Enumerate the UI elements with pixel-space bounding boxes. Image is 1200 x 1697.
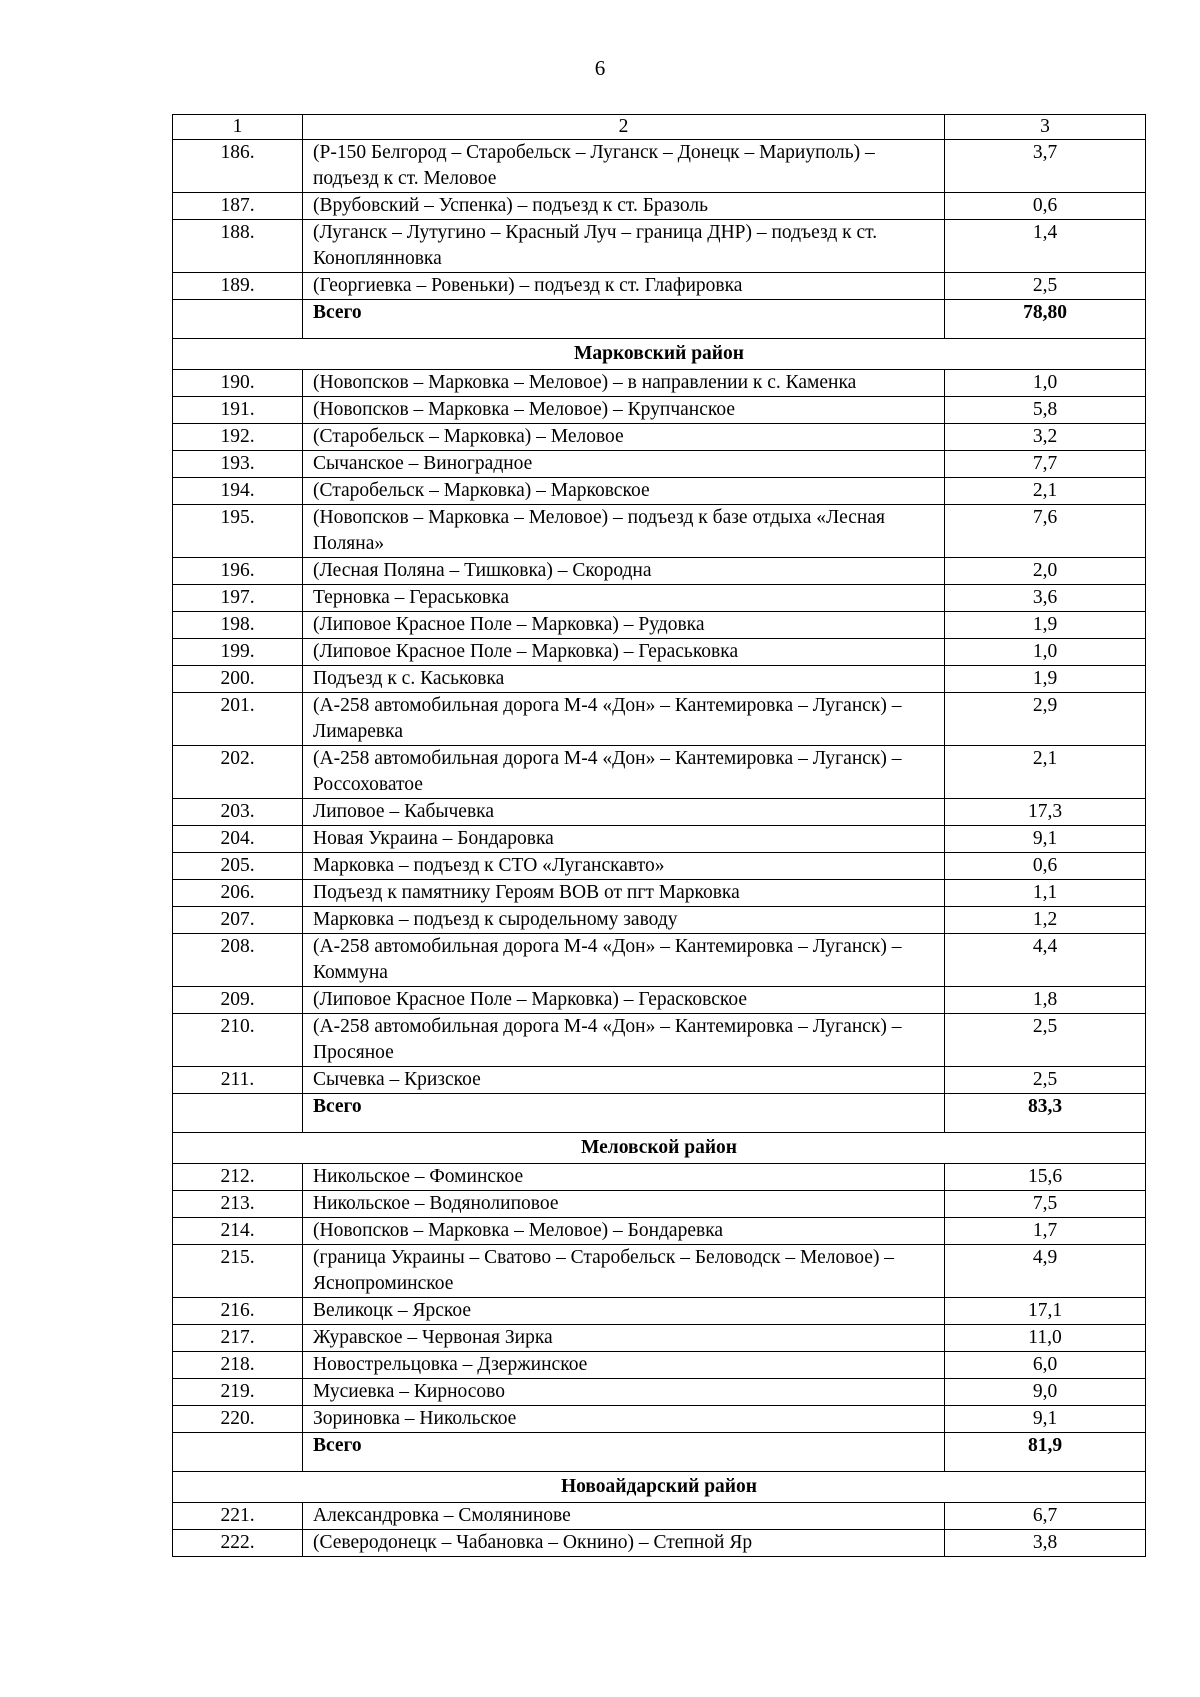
table-row — [173, 1245, 1146, 1298]
row-number: 216. — [173, 1298, 303, 1325]
road-name: Мусиевка – Кирносово — [303, 1379, 945, 1406]
road-name: Терновка – Гераськовка — [303, 585, 945, 612]
road-name: (Врубовский – Успенка) – подъезд к ст. Бразоль — [303, 193, 945, 220]
road-name: (Липовое Красное Поле – Марковка) – Рудовка — [303, 612, 945, 639]
road-length: 4,9 — [945, 1245, 1146, 1298]
road-name: Журавское – Червоная Зирка — [303, 1325, 945, 1352]
row-number: 204. — [173, 826, 303, 853]
row-number: 192. — [173, 424, 303, 451]
road-length: 5,8 — [945, 397, 1146, 424]
road-length: 7,5 — [945, 1191, 1146, 1218]
road-length: 2,5 — [945, 273, 1146, 300]
road-length: 17,3 — [945, 799, 1146, 826]
road-length: 4,4 — [945, 934, 1146, 987]
table-row — [173, 1325, 1146, 1352]
row-number: 211. — [173, 1067, 303, 1094]
row-number: 209. — [173, 987, 303, 1014]
row-number: 188. — [173, 220, 303, 273]
table-row — [173, 478, 1146, 505]
road-length: 2,9 — [945, 693, 1146, 746]
road-length: 3,6 — [945, 585, 1146, 612]
row-number: 214. — [173, 1218, 303, 1245]
row-number: 191. — [173, 397, 303, 424]
row-number: 213. — [173, 1191, 303, 1218]
road-length: 2,0 — [945, 558, 1146, 585]
row-number: 197. — [173, 585, 303, 612]
row-number: 200. — [173, 666, 303, 693]
row-number: 210. — [173, 1014, 303, 1067]
road-name: Новострельцовка – Дзержинское — [303, 1352, 945, 1379]
column-header-1: 1 — [173, 115, 303, 140]
road-name: (А-258 автомобильная дорога М-4 «Дон» – Кантемировка – Луганск) – Лимаревка — [303, 693, 945, 746]
road-name: (Новопсков – Марковка – Меловое) – в направлении к с. Каменка — [303, 370, 945, 397]
road-name: Подъезд к с. Каськовка — [303, 666, 945, 693]
road-length: 1,4 — [945, 220, 1146, 273]
table-row — [173, 1191, 1146, 1218]
table-row — [173, 1503, 1146, 1530]
table-row — [173, 987, 1146, 1014]
road-name: Подъезд к памятнику Героям ВОВ от пгт Марковка — [303, 880, 945, 907]
table-row — [173, 1530, 1146, 1557]
total-row — [173, 1094, 1146, 1133]
road-name: (Новопсков – Марковка – Меловое) – подъезд к базе отдыха «Лесная Поляна» — [303, 505, 945, 558]
road-name: Сычевка – Кризское — [303, 1067, 945, 1094]
page-number: 6 — [594, 56, 606, 80]
row-number: 218. — [173, 1352, 303, 1379]
road-length: 9,1 — [945, 1406, 1146, 1433]
road-length: 1,2 — [945, 907, 1146, 934]
road-length: 7,7 — [945, 451, 1146, 478]
road-name: (Старобельск – Марковка) – Марковское — [303, 478, 945, 505]
total-value: 78,80 — [945, 300, 1146, 339]
total-value: 83,3 — [945, 1094, 1146, 1133]
total-empty-cell — [173, 1094, 303, 1133]
road-name: Никольское – Водянолиповое — [303, 1191, 945, 1218]
row-number: 187. — [173, 193, 303, 220]
table-row — [173, 451, 1146, 478]
table-row — [173, 853, 1146, 880]
table-row — [173, 193, 1146, 220]
table-row — [173, 397, 1146, 424]
row-number: 193. — [173, 451, 303, 478]
road-length: 3,7 — [945, 140, 1146, 193]
table-row — [173, 1014, 1146, 1067]
road-name: (Северодонецк – Чабановка – Окнино) – Степной Яр — [303, 1530, 945, 1557]
district-name: Новоайдарский район — [173, 1472, 1146, 1503]
road-length: 11,0 — [945, 1325, 1146, 1352]
district-name: Меловской район — [173, 1133, 1146, 1164]
row-number: 201. — [173, 693, 303, 746]
road-name: (Лесная Поляна – Тишковка) – Скородна — [303, 558, 945, 585]
table-row — [173, 1352, 1146, 1379]
roads-table-body — [173, 115, 1146, 1557]
table-row — [173, 666, 1146, 693]
row-number: 196. — [173, 558, 303, 585]
road-name: (А-258 автомобильная дорога М-4 «Дон» – Кантемировка – Луганск) – Россоховатое — [303, 746, 945, 799]
row-number: 198. — [173, 612, 303, 639]
road-name: Никольское – Фоминское — [303, 1164, 945, 1191]
table-row — [173, 140, 1146, 193]
total-label: Всего — [303, 1433, 945, 1472]
table-row — [173, 934, 1146, 987]
road-length: 1,8 — [945, 987, 1146, 1014]
row-number: 203. — [173, 799, 303, 826]
table-row — [173, 693, 1146, 746]
road-name: (Р-150 Белгород – Старобельск – Луганск – Донецк – Мариуполь) – подъезд к ст. Меловое — [303, 140, 945, 193]
column-header-3: 3 — [945, 115, 1146, 140]
row-number: 212. — [173, 1164, 303, 1191]
road-length: 6,0 — [945, 1352, 1146, 1379]
row-number: 199. — [173, 639, 303, 666]
total-empty-cell — [173, 1433, 303, 1472]
road-name: (Луганск – Лутугино – Красный Луч – граница ДНР) – подъезд к ст. Коноплянновка — [303, 220, 945, 273]
table-row — [173, 558, 1146, 585]
row-number: 195. — [173, 505, 303, 558]
road-name: Александровка – Смолянинове — [303, 1503, 945, 1530]
district-header-row — [173, 339, 1146, 370]
row-number: 205. — [173, 853, 303, 880]
row-number: 194. — [173, 478, 303, 505]
road-length: 1,9 — [945, 612, 1146, 639]
road-length: 17,1 — [945, 1298, 1146, 1325]
road-length: 3,2 — [945, 424, 1146, 451]
row-number: 202. — [173, 746, 303, 799]
road-name: Марковка – подъезд к сыродельному заводу — [303, 907, 945, 934]
road-name: Зориновка – Никольское — [303, 1406, 945, 1433]
table-row — [173, 826, 1146, 853]
road-length: 3,8 — [945, 1530, 1146, 1557]
row-number: 221. — [173, 1503, 303, 1530]
road-name: Марковка – подъезд к СТО «Луганскавто» — [303, 853, 945, 880]
road-name: (Новопсков – Марковка – Меловое) – Бондаревка — [303, 1218, 945, 1245]
total-label: Всего — [303, 300, 945, 339]
road-name: (Липовое Красное Поле – Марковка) – Герасковское — [303, 987, 945, 1014]
table-row — [173, 1298, 1146, 1325]
road-length: 1,0 — [945, 370, 1146, 397]
road-name: (Липовое Красное Поле – Марковка) – Гераськовка — [303, 639, 945, 666]
total-label: Всего — [303, 1094, 945, 1133]
table-row — [173, 585, 1146, 612]
road-length: 2,1 — [945, 478, 1146, 505]
road-name: (А-258 автомобильная дорога М-4 «Дон» – Кантемировка – Луганск) – Просяное — [303, 1014, 945, 1067]
road-name: (Георгиевка – Ровеньки) – подъезд к ст. Глафировка — [303, 273, 945, 300]
table-row — [173, 1379, 1146, 1406]
road-length: 0,6 — [945, 193, 1146, 220]
road-name: Новая Украина – Бондаровка — [303, 826, 945, 853]
road-length: 7,6 — [945, 505, 1146, 558]
table-row — [173, 746, 1146, 799]
road-length: 1,1 — [945, 880, 1146, 907]
row-number: 189. — [173, 273, 303, 300]
table-row — [173, 1218, 1146, 1245]
total-value: 81,9 — [945, 1433, 1146, 1472]
table-row — [173, 273, 1146, 300]
road-length: 1,9 — [945, 666, 1146, 693]
road-name: Великоцк – Ярское — [303, 1298, 945, 1325]
road-name: (граница Украины – Сватово – Старобельск – Беловодск – Меловое) – Яснопроминское — [303, 1245, 945, 1298]
road-length: 0,6 — [945, 853, 1146, 880]
table-row — [173, 907, 1146, 934]
roads-table — [172, 114, 1146, 1557]
table-row — [173, 424, 1146, 451]
total-row — [173, 300, 1146, 339]
row-number: 206. — [173, 880, 303, 907]
table-row — [173, 799, 1146, 826]
column-header-row — [173, 115, 1146, 140]
table-row — [173, 1067, 1146, 1094]
road-name: Сычанское – Виноградное — [303, 451, 945, 478]
table-row — [173, 880, 1146, 907]
table-row — [173, 639, 1146, 666]
road-length: 2,5 — [945, 1014, 1146, 1067]
road-name: (А-258 автомобильная дорога М-4 «Дон» – Кантемировка – Луганск) – Коммуна — [303, 934, 945, 987]
total-empty-cell — [173, 300, 303, 339]
district-name: Марковский район — [173, 339, 1146, 370]
table-row — [173, 612, 1146, 639]
row-number: 207. — [173, 907, 303, 934]
road-name: (Новопсков – Марковка – Меловое) – Крупчанское — [303, 397, 945, 424]
row-number: 217. — [173, 1325, 303, 1352]
road-length: 6,7 — [945, 1503, 1146, 1530]
total-row — [173, 1433, 1146, 1472]
road-length: 1,7 — [945, 1218, 1146, 1245]
road-length: 9,1 — [945, 826, 1146, 853]
table-row — [173, 505, 1146, 558]
road-name: (Старобельск – Марковка) – Меловое — [303, 424, 945, 451]
row-number: 215. — [173, 1245, 303, 1298]
row-number: 222. — [173, 1530, 303, 1557]
district-header-row — [173, 1472, 1146, 1503]
table-row — [173, 220, 1146, 273]
row-number: 186. — [173, 140, 303, 193]
road-length: 2,5 — [945, 1067, 1146, 1094]
row-number: 208. — [173, 934, 303, 987]
table-row — [173, 1164, 1146, 1191]
road-length: 15,6 — [945, 1164, 1146, 1191]
table-row — [173, 370, 1146, 397]
road-length: 9,0 — [945, 1379, 1146, 1406]
column-header-2: 2 — [303, 115, 945, 140]
row-number: 220. — [173, 1406, 303, 1433]
row-number: 190. — [173, 370, 303, 397]
road-name: Липовое – Кабычевка — [303, 799, 945, 826]
road-length: 2,1 — [945, 746, 1146, 799]
row-number: 219. — [173, 1379, 303, 1406]
district-header-row — [173, 1133, 1146, 1164]
road-length: 1,0 — [945, 639, 1146, 666]
table-row — [173, 1406, 1146, 1433]
